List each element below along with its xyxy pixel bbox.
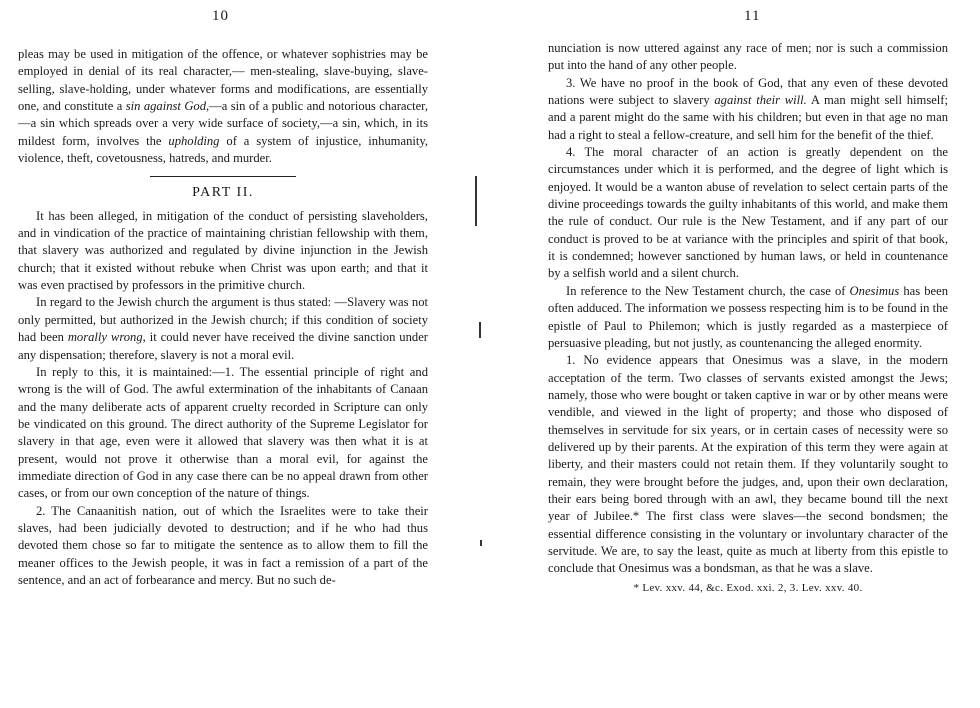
paragraph-text: In reference to the New Testament church, the case of — [566, 283, 850, 298]
right-column — [548, 40, 948, 597]
paragraph-text: In reply to this, it is maintained:—1. The essential principle of right and wrong is the will of God. The awful extermination of the inhabitants of Canaan and the many deliberate acts of apparent cruelty recorded in Scripture can only be vindicated on this ground. The direct authority of the Supreme Legislator for slavery in that age, even were it allowed that slavery was then what it is at present, would not prove it otherwise than a moral evil, for against the immediate direction of God in any case there can be no appeal drawn from other cases, or from our own conception of the nature of things. — [18, 364, 428, 501]
paragraph — [18, 294, 428, 363]
left-continuation-text — [18, 46, 428, 167]
emphasis-text: morally wrong — [67, 330, 143, 345]
paragraph-text: nunciation is now uttered against any race of men; nor is such a commission put into the hand of any other people. — [548, 41, 948, 73]
right-page-text — [548, 40, 948, 578]
gutter-mark — [479, 322, 481, 338]
paragraph-text: 3. We have no proof in the book of God, that any even of these devoted nations were subject to slavery — [548, 75, 948, 108]
emphasis-text: against their will. — [714, 93, 807, 108]
section-heading: PART II. — [192, 185, 254, 201]
emphasis-text: sin against God — [125, 99, 207, 114]
paragraph — [18, 46, 428, 167]
paragraph — [18, 503, 428, 590]
paragraph — [548, 75, 948, 144]
paragraph-text: ,—a sin of a public and notorious character,—a sin which spreads over a very wide surface of society,—a sin, which, in its mildest form, involves the — [18, 99, 428, 148]
paragraph-text: 1. No evidence appears that Onesimus was a slave, in the modern acceptation of the term. Two classes of servants existed amongst the Jews; namely, those who were bought or taken captive in war or by other means were vendible, and viewed in the light of property; and those who disposed of themselves in servitude for six years, or in certain cases of necessity were so delivered up by their parents. At the expiration of this term they were again at liberty, and their masters could not retain them. If they voluntarily sought to remain, they were brought before the judges, and, upon their own declaration, their ears being bored through with an awl, they became bound till the next year of Jubilee.* The first class were slaves—the second bondsmen; the essential difference consisting in the voluntary or involuntary character of the servitude. We are, to say the least, quite as much at liberty from this epistle to conclude that Onesimus was a bondsman, as that he was a slave. — [548, 353, 948, 576]
paragraph — [18, 208, 428, 295]
paragraph-text: A man might sell himself; and a parent might do the same with his children; but even in that age no man had a right to steal a fellow-creature, and sell him for the benefit of the thief. — [548, 93, 949, 142]
gutter-mark — [475, 176, 477, 226]
paragraph — [548, 40, 948, 75]
emphasis-text: upholding — [168, 133, 220, 148]
paragraph — [548, 144, 948, 283]
page-number-right: 11 — [744, 8, 761, 24]
left-page — [0, 0, 470, 708]
footnote: * Lev. xxv. 44, &c. Exod. xxi. 2, 3. Lev. xxv. 40. — [633, 581, 863, 594]
paragraph — [548, 283, 948, 352]
paragraph-text: It has been alleged, in mitigation of the conduct of persisting slaveholders, and in vindication of the practice of maintaining christian fellowship with them, that slavery was authorized and regulated by divine injunction in the Jewish church; that it existed without rebuke when Christ was upon earth; and that it was even practised by professors in the primitive church. — [18, 208, 428, 293]
emphasis-text: Onesimus — [849, 283, 900, 298]
paragraph-text: 4. The moral character of an action is greatly dependent on the circumstances under which it is performed, and the degree of light which is enjoyed. It would be a wanton abuse of revelation to select certain parts of the divine proceedings towards the guilty inhabitants of this world, and make them the rule of conduct. Our rule is the New Testament, and if any part of our conduct is proved to be at variance with the principles and spirit of that book, it is condemned; however sanctioned by human laws, or held in countenance by a selfish world and a silent church. — [548, 145, 948, 281]
paragraph-text: of a system of injustice, inhumanity, violence, theft, covetousness, hatreds, and murder. — [18, 133, 428, 166]
left-column — [18, 46, 428, 589]
gutter-mark — [480, 540, 482, 546]
page-number-left: 10 — [212, 8, 229, 24]
paragraph — [18, 364, 428, 503]
section-divider — [150, 176, 296, 177]
part-two-text — [18, 208, 428, 590]
paragraph-text: has been often adduced. The information we possess respecting him is to be found in the epistle of Paul to Philemon; which is justly regarded as a masterpiece of persuasive pleading, but not justly, as countenancing the alleged enormity. — [548, 283, 948, 350]
paragraph-text: pleas may be used in mitigation of the offence, or whatever sophistries may be employed in denial of its real character,— men-stealing, slave-buying, slave-selling, slave-holding, under whatever forms and modifications, are essentially one, and constitute a — [18, 47, 428, 114]
paragraph-text: 2. The Canaanitish nation, out of which the Israelites were to take their slaves, had been judicially devoted to destruction; and if he who had thus devoted them chose so far to mitigate the sentence as to allow them to fill the meaner offices to the Jewish people, it was in fact a remission of a part of the sentence, and an act of forbearance and mercy. But no such de- — [18, 503, 428, 587]
paragraph-text: In regard to the Jewish church the argument is thus stated: —Slavery was not only permitted, but authorized in the Jewish church; if this condition of society had been — [18, 295, 428, 345]
right-page — [490, 0, 980, 708]
paragraph — [548, 352, 948, 577]
paragraph-text: , it could never have received the divine sanction under any dispensation; therefore, slavery is not a moral evil. — [18, 330, 428, 362]
